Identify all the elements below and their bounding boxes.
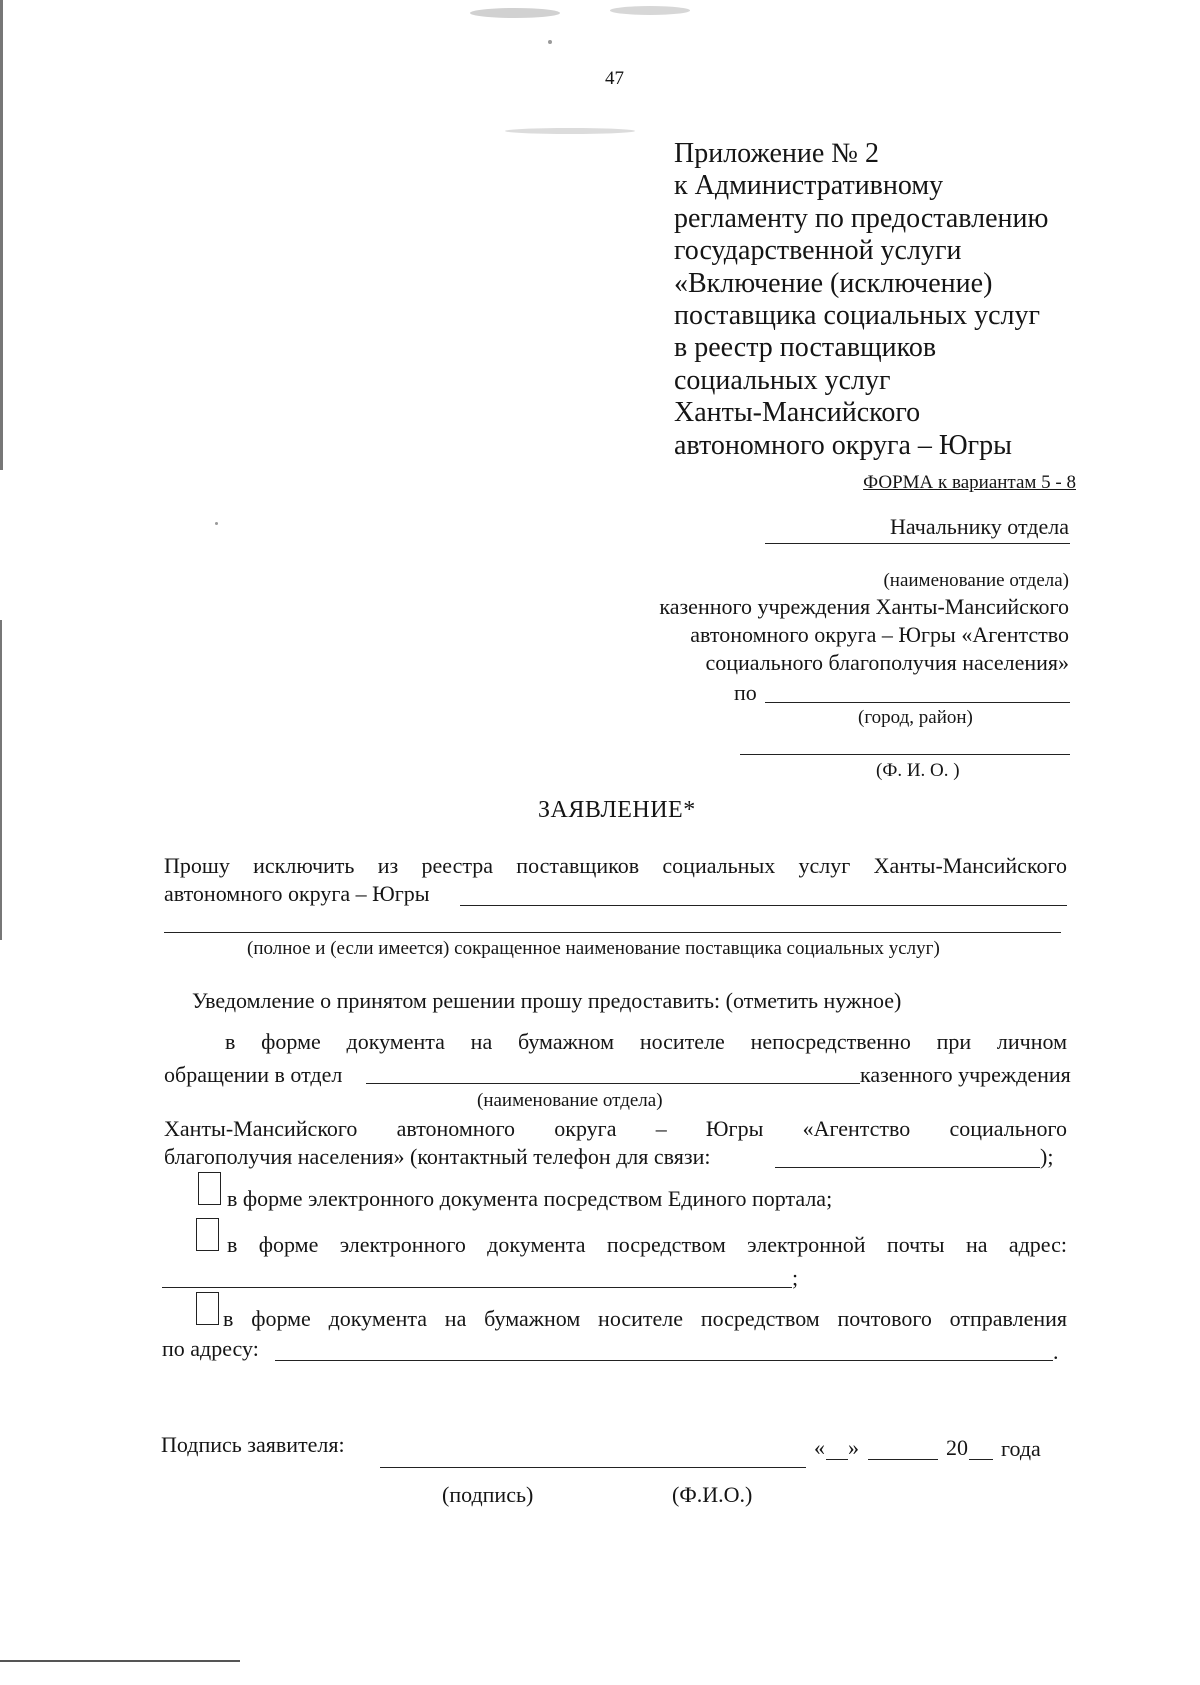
date-month-field[interactable] — [868, 1459, 938, 1460]
city-field[interactable] — [765, 702, 1070, 703]
scan-speck — [215, 522, 218, 525]
scan-edge-mark — [0, 0, 3, 470]
annex-line: социальных услуг — [674, 364, 891, 396]
date-open-quote: « — [814, 1435, 825, 1460]
sign-caption: (подпись) — [442, 1482, 534, 1507]
city-caption: (город, район) — [858, 707, 973, 728]
dept-name-field[interactable] — [765, 543, 1070, 544]
date-close-quote: » — [848, 1435, 859, 1460]
scan-speck — [610, 6, 690, 15]
fio-field[interactable] — [740, 754, 1070, 755]
annex-line: поставщика социальных услуг — [674, 300, 1040, 332]
document-title: ЗАЯВЛЕНИЕ* — [538, 797, 696, 823]
option-email: в форме электронного документа посредством электронной почты на адрес: — [227, 1232, 1067, 1257]
institution-line: социального благополучия населения» — [705, 650, 1069, 675]
option-paper-personal: в форме документа на бумажном носителе непосредственно при личном — [225, 1029, 1067, 1054]
dept-caption-2: (наименование отдела) — [477, 1090, 663, 1111]
annex-line: регламенту по предоставлению — [674, 202, 1049, 234]
option-post-text: по адресу: — [162, 1336, 259, 1361]
checkbox-post[interactable] — [196, 1292, 219, 1325]
annex-line: Ханты-Мансийского — [674, 397, 921, 429]
phone-close: ); — [1040, 1144, 1054, 1169]
checkbox-email[interactable] — [196, 1218, 219, 1251]
scan-speck — [548, 40, 552, 44]
provider-caption: (полное и (если имеется) сокращенное наименование поставщика социальных услуг) — [247, 938, 940, 959]
annex-line: «Включение (исключение) — [674, 267, 993, 299]
page-number: 47 — [605, 68, 624, 89]
option-post: в форме документа на бумажном носителе посредством почтового отправления — [223, 1306, 1067, 1331]
signature-label: Подпись заявителя: — [161, 1432, 345, 1457]
form-variant-note: ФОРМА к вариантам 5 - 8 — [863, 472, 1076, 493]
addressee-line: Начальнику отдела — [890, 514, 1069, 539]
dept-caption: (наименование отдела) — [883, 570, 1069, 591]
date-day-field[interactable] — [826, 1459, 848, 1460]
scan-edge-line — [0, 1660, 240, 1662]
year-prefix: 20 — [946, 1435, 968, 1460]
provider-name-field-2[interactable] — [164, 932, 1061, 933]
scan-edge-mark — [0, 620, 2, 940]
annex-heading — [674, 138, 1094, 462]
scan-speck — [505, 128, 635, 134]
option-paper-personal-text: Ханты-Мансийского автономного округа – Югры «Агентство социального — [164, 1116, 1067, 1141]
option-paper-personal-text: благополучия населения» (контактный телефон для связи: — [164, 1144, 711, 1169]
sign-fio-caption: (Ф.И.О.) — [672, 1482, 753, 1507]
postal-address-field[interactable] — [275, 1360, 1053, 1361]
fio-caption: (Ф. И. О. ) — [876, 760, 960, 781]
request-text: автономного округа – Югры — [164, 881, 430, 906]
option-paper-personal-text: казенного учреждения — [860, 1062, 1071, 1087]
annex-line: Приложение № 2 — [674, 138, 879, 169]
notify-heading: Уведомление о принятом решении прошу предоставить: (отметить нужное) — [192, 988, 902, 1013]
year-suffix: года — [1001, 1436, 1041, 1461]
annex-line: к Административному — [674, 170, 944, 202]
annex-line: автономного округа – Югры — [674, 429, 1012, 461]
annex-line: государственной услуги — [674, 235, 962, 267]
signature-field[interactable] — [380, 1467, 806, 1468]
provider-name-field[interactable] — [460, 905, 1067, 906]
email-end: ; — [792, 1265, 799, 1290]
option-paper-personal-text: обращении в отдел — [164, 1062, 343, 1087]
email-field[interactable] — [162, 1287, 792, 1288]
scan-speck — [470, 8, 560, 18]
checkbox-portal[interactable] — [198, 1172, 221, 1205]
option-portal: в форме электронного документа посредством Единого портала; — [227, 1186, 833, 1211]
dept-name-field-2[interactable] — [366, 1083, 860, 1084]
phone-field[interactable] — [775, 1167, 1040, 1168]
po-label: по — [734, 680, 757, 705]
annex-line: в реестр поставщиков — [674, 332, 937, 364]
request-text: Прошу исключить из реестра поставщиков социальных услуг Ханты-Мансийского — [164, 853, 1067, 878]
year-field[interactable] — [969, 1459, 993, 1460]
institution-line: автономного округа – Югры «Агентство — [690, 622, 1069, 647]
institution-line: казенного учреждения Ханты-Мансийского — [659, 594, 1069, 619]
postal-address-end: . — [1053, 1339, 1059, 1364]
